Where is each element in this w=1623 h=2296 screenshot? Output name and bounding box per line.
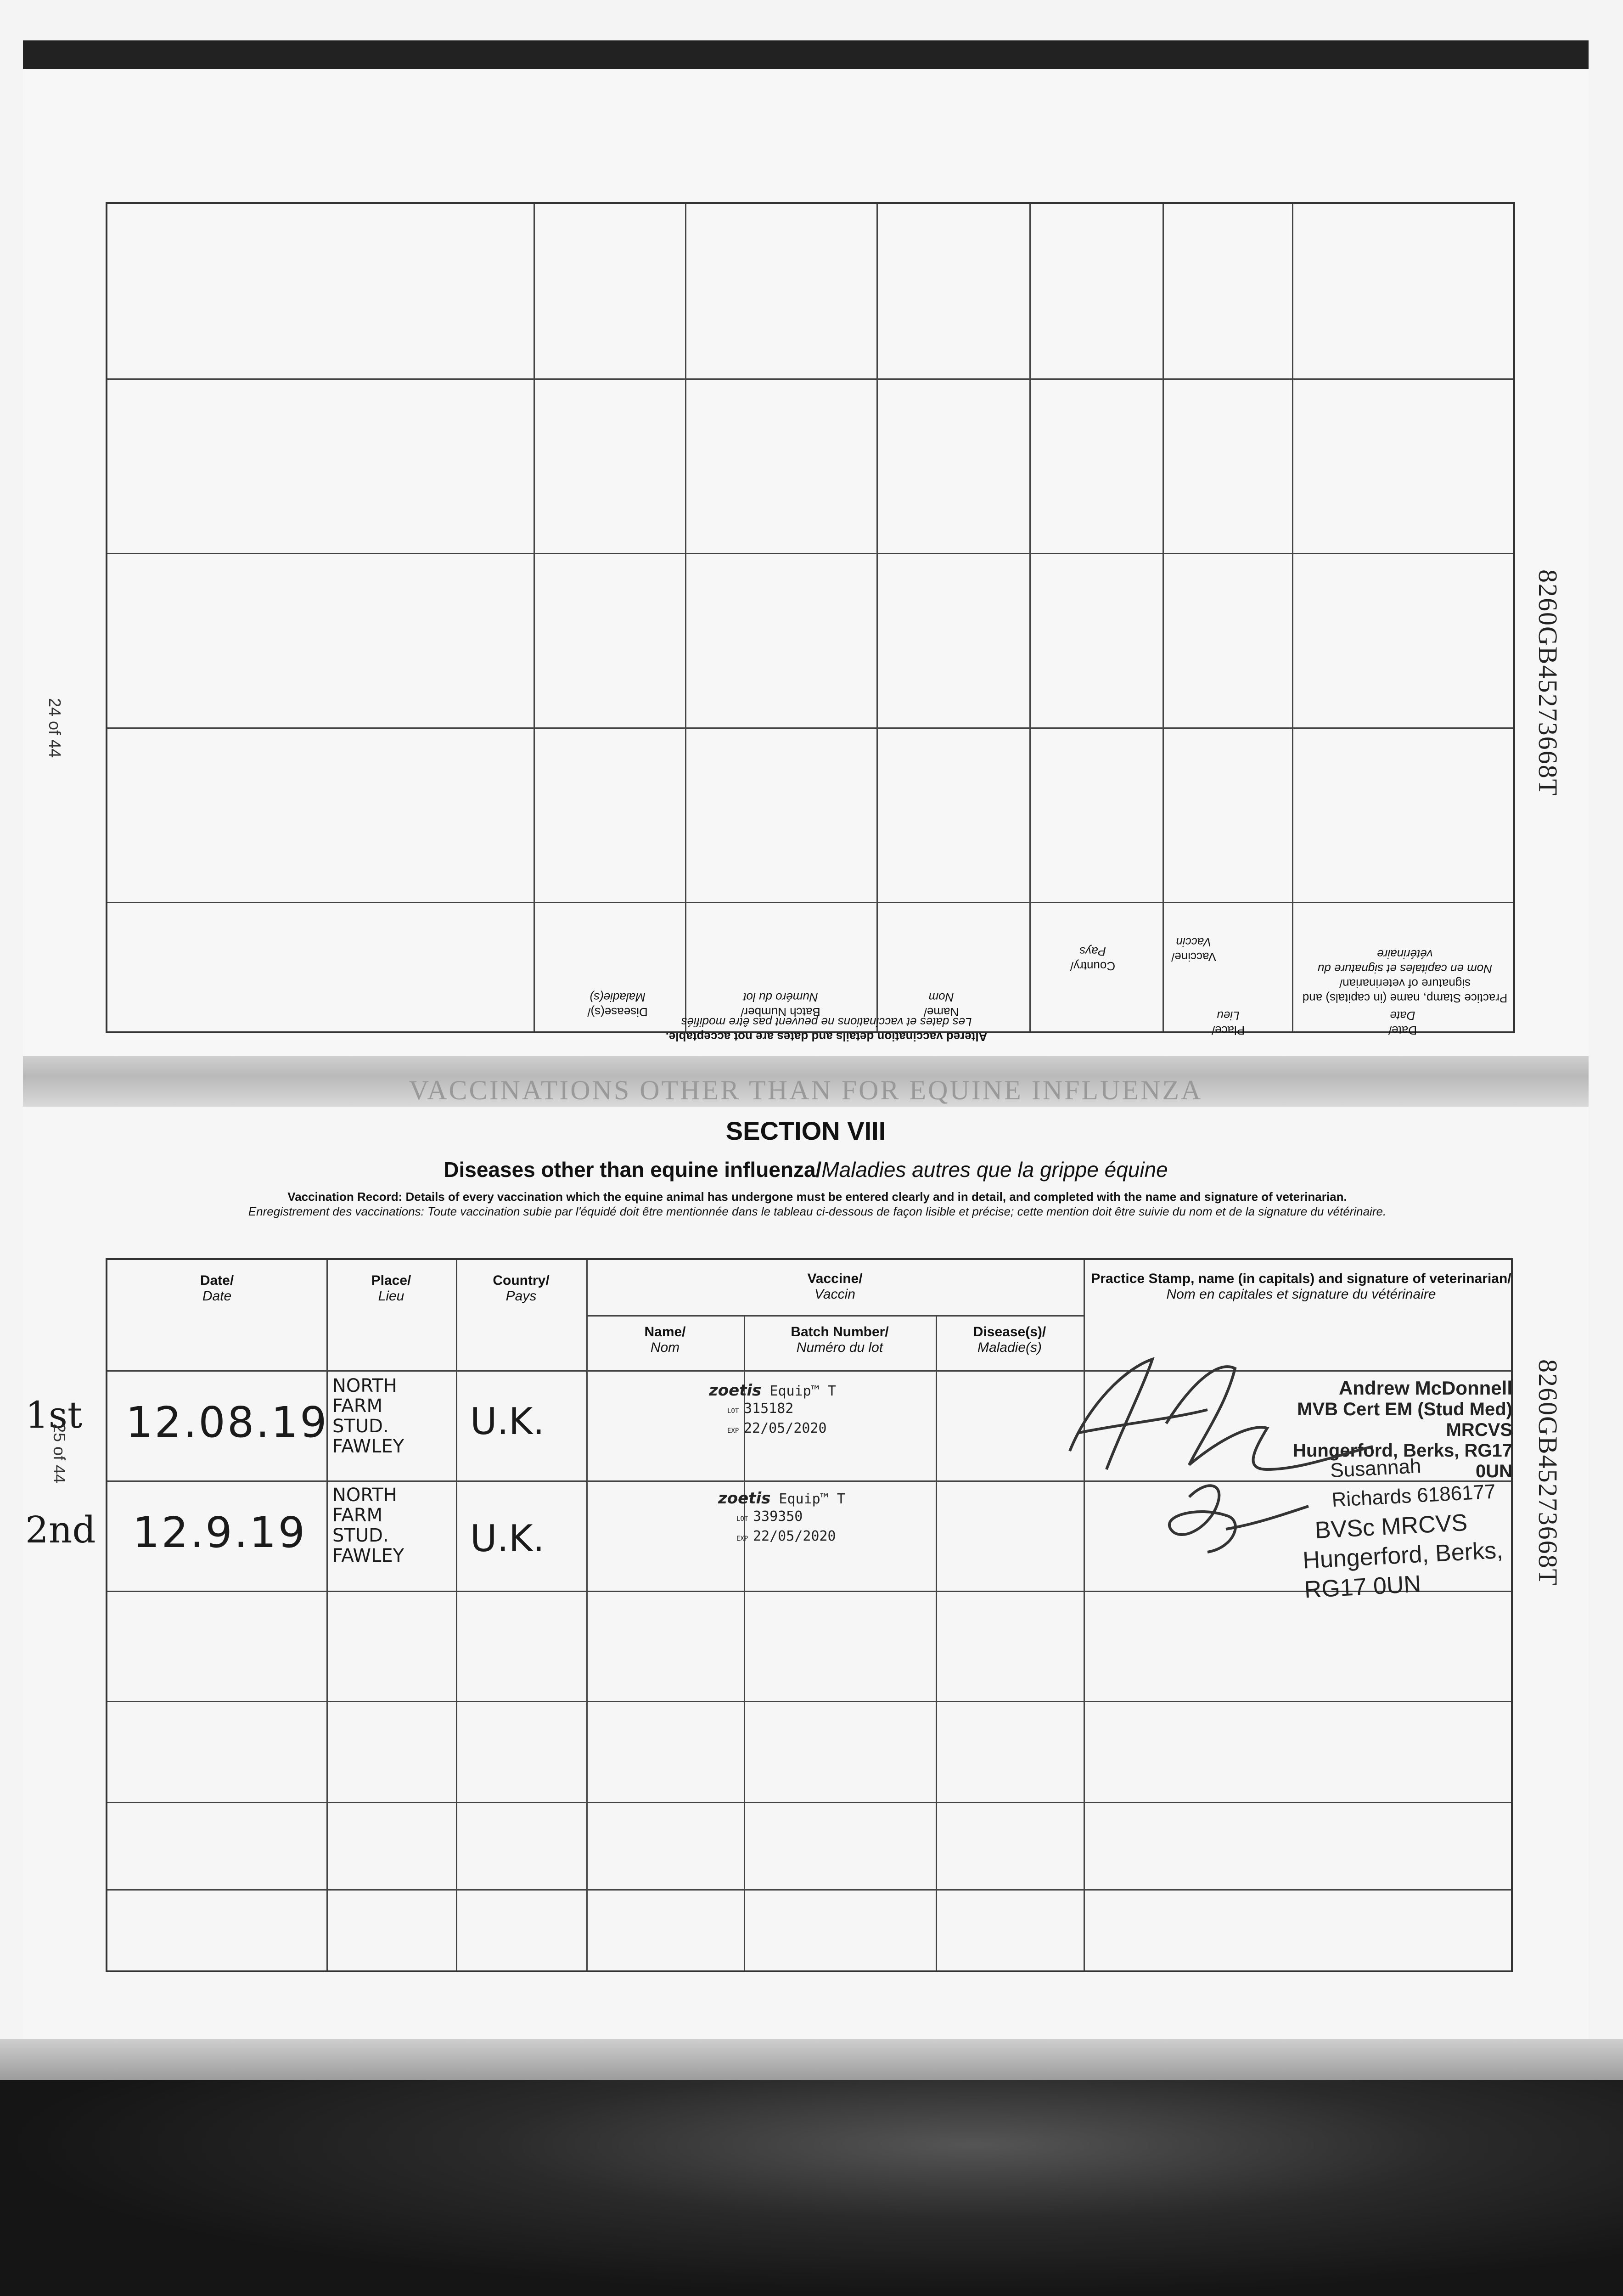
row1-place xyxy=(332,1376,404,1457)
row1-stamp-line: Hungerford, Berks, RG17 0UN xyxy=(1293,1441,1512,1481)
row2-vaccine-sticker xyxy=(718,1490,845,1548)
intro-text-en: Details of every vaccination which the equine animal has undergone must be entered clearly and in detail, and completed with the name and signature of veterinarian. xyxy=(405,1190,1347,1204)
row2-sticker-expiry: 22/05/2020 xyxy=(753,1528,836,1544)
row1-vaccine-sticker xyxy=(709,1382,836,1440)
header-vaccine xyxy=(586,1271,1084,1302)
section-title: SECTION VIII xyxy=(725,1116,886,1145)
upper-header-stamp-label: Practice Stamp, name (in capitals) and signature of veterinarian/ xyxy=(1302,977,1508,1005)
upper-header-vaccine-label-fr: Vaccin xyxy=(1176,935,1212,949)
row1-sticker-expiry: 22/05/2020 xyxy=(744,1420,827,1436)
upper-header-batch-label: Batch Number/ xyxy=(741,1005,820,1019)
row2-sticker-product: Equip™ T xyxy=(779,1491,845,1507)
row2-sticker-brand: zoetis xyxy=(718,1489,771,1508)
row1-place-line: STUD. xyxy=(332,1416,389,1437)
upper-header-place-label: Place/ xyxy=(1211,1024,1245,1037)
row2-stamp-line: BVSc MRCVS xyxy=(1314,1509,1468,1544)
header-batch-label-fr: Numéro du lot xyxy=(796,1340,883,1355)
upper-header-name-label-fr: Nom xyxy=(928,990,954,1004)
row1-stamp-line: MVB Cert EM (Stud Med) MRCVS xyxy=(1297,1399,1512,1440)
upper-section-heading: VACCINATIONS OTHER THAN FOR EQUINE INFLUENZA xyxy=(409,1075,1203,1105)
row2-stamp-line: 6186177 xyxy=(1416,1480,1496,1507)
upper-header-stamp-label-fr: Nom en capitales et signature du vétérinaire xyxy=(1317,947,1493,976)
header-date-label-fr: Date xyxy=(202,1289,232,1304)
row2-place-line: NORTH xyxy=(332,1485,397,1506)
header-country-label: Country/ xyxy=(493,1273,550,1288)
upper-note-text: Altered vaccination details and dates are not acceptable. xyxy=(665,1030,988,1044)
row2-sticker-exp-label: EXP xyxy=(736,1535,748,1542)
side-code-upper: 8260GB45273668T xyxy=(1533,569,1563,796)
upper-header-place-label-fr: Lieu xyxy=(1217,1009,1240,1023)
row1-sticker-lot-label: LOT xyxy=(727,1407,739,1415)
row1-sticker-exp-label: EXP xyxy=(727,1427,739,1435)
header-disease-label-fr: Maladie(s) xyxy=(977,1340,1042,1355)
upper-header-vaccine-label: Vaccine/ xyxy=(1171,950,1216,964)
side-code-lower: 8260GB45273668T xyxy=(1533,1359,1563,1586)
header-country xyxy=(456,1273,586,1304)
row2-place xyxy=(332,1485,404,1566)
header-disease-label: Disease(s)/ xyxy=(973,1324,1046,1339)
page-number-lower: 25 of 44 xyxy=(50,1424,69,1484)
upper-vaccination-table xyxy=(106,202,1515,1033)
vet-signatures xyxy=(1051,1332,1382,1570)
row1-place-line: FARM xyxy=(332,1396,383,1417)
header-date-label: Date/ xyxy=(200,1273,234,1288)
row2-place-line: FARM xyxy=(332,1505,383,1526)
header-vaccine-label-fr: Vaccin xyxy=(814,1287,855,1302)
row2-sticker-lot-label: LOT xyxy=(736,1515,748,1523)
upper-header-country xyxy=(1028,944,1157,974)
header-batch xyxy=(744,1324,936,1356)
upper-header-date-label: Date/ xyxy=(1388,1024,1417,1037)
signature-row2 xyxy=(1169,1486,1309,1552)
upper-header-place xyxy=(1171,1008,1286,1038)
upper-header-country-label-fr: Pays xyxy=(1079,945,1106,958)
upper-header-stamp xyxy=(1295,947,1515,1006)
header-stamp-label: Practice Stamp, name (in capitals) and signature of veterinarian/ xyxy=(1091,1271,1511,1286)
row2-date: 12.9.19 xyxy=(133,1508,307,1557)
header-date xyxy=(107,1273,326,1304)
subtitle-fr: Maladies autres que la grippe équine xyxy=(821,1158,1168,1182)
upper-header-name-label: Name/ xyxy=(923,1005,959,1019)
row1-batch-number: 315182 xyxy=(744,1401,794,1417)
signature-row1 xyxy=(1070,1359,1373,1469)
row2-batch-number: 339350 xyxy=(753,1508,803,1525)
subtitle-en: Diseases other than equine influenza/ xyxy=(444,1158,822,1182)
upper-note xyxy=(528,1015,1125,1044)
upper-note-text-fr: Les dates et vaccinations ne peuvent pas être modifiés xyxy=(681,1015,972,1029)
upper-header-date-label-fr: Date xyxy=(1390,1009,1415,1023)
row1-place-line: FAWLEY xyxy=(332,1436,404,1457)
row1-country: U.K. xyxy=(470,1400,545,1443)
upper-header-batch-label-fr: Numéro du lot xyxy=(743,990,818,1004)
header-place-label: Place/ xyxy=(371,1273,411,1288)
upper-header-date xyxy=(1345,1008,1460,1038)
upper-header-disease-label: Disease(s)/ xyxy=(587,1005,648,1019)
row2-stamp-line: Susannah Richards xyxy=(1330,1454,1422,1512)
row1-ordinal: 1st xyxy=(25,1394,83,1436)
row1-sticker-product: Equip™ T xyxy=(769,1383,836,1399)
intro-text-fr: Enregistrement des vaccinations: Toute vaccination subie par l'équidé doit être mentionnée dans le tableau ci-dessous de façon lisible et précise; cette mention doit être suivie du nom et de la signature du vétérinaire. xyxy=(248,1204,1387,1218)
page-number-upper: 24 of 44 xyxy=(45,698,64,758)
header-name-label-fr: Nom xyxy=(650,1340,680,1355)
upper-header-disease-label-fr: Maladie(s) xyxy=(590,990,646,1004)
row1-stamp-line: Andrew McDonnell xyxy=(1338,1377,1512,1399)
upper-header-country-label: Country/ xyxy=(1070,959,1116,973)
intro-text xyxy=(106,1189,1529,1219)
row2-country: U.K. xyxy=(470,1517,545,1560)
header-place-label-fr: Lieu xyxy=(378,1289,404,1304)
header-batch-label: Batch Number/ xyxy=(791,1324,889,1339)
header-stamp xyxy=(1090,1271,1512,1302)
section-subtitle xyxy=(23,1157,1589,1182)
header-stamp-label-fr: Nom en capitales et signature du vétérinaire xyxy=(1166,1287,1436,1302)
row2-place-line: FAWLEY xyxy=(332,1545,404,1566)
header-name-label: Name/ xyxy=(644,1324,686,1339)
row1-sticker-brand: zoetis xyxy=(709,1381,762,1400)
row2-stamp-line: Hungerford, Berks, RG17 0UN xyxy=(1302,1536,1504,1604)
header-vaccine-label: Vaccine/ xyxy=(807,1271,863,1286)
scan-top-edge xyxy=(23,40,1589,69)
intro-label: Vaccination Record: xyxy=(287,1190,403,1204)
header-country-label-fr: Pays xyxy=(505,1289,537,1304)
row1-place-line: NORTH xyxy=(332,1375,397,1396)
scan-bottom-edge xyxy=(0,2039,1623,2080)
scan-background xyxy=(0,2080,1623,2296)
row1-date: 12.08.19 xyxy=(126,1398,329,1447)
row2-place-line: STUD. xyxy=(332,1525,389,1546)
row2-ordinal: 2nd xyxy=(25,1508,96,1551)
header-place xyxy=(326,1273,456,1304)
header-name xyxy=(586,1324,744,1356)
